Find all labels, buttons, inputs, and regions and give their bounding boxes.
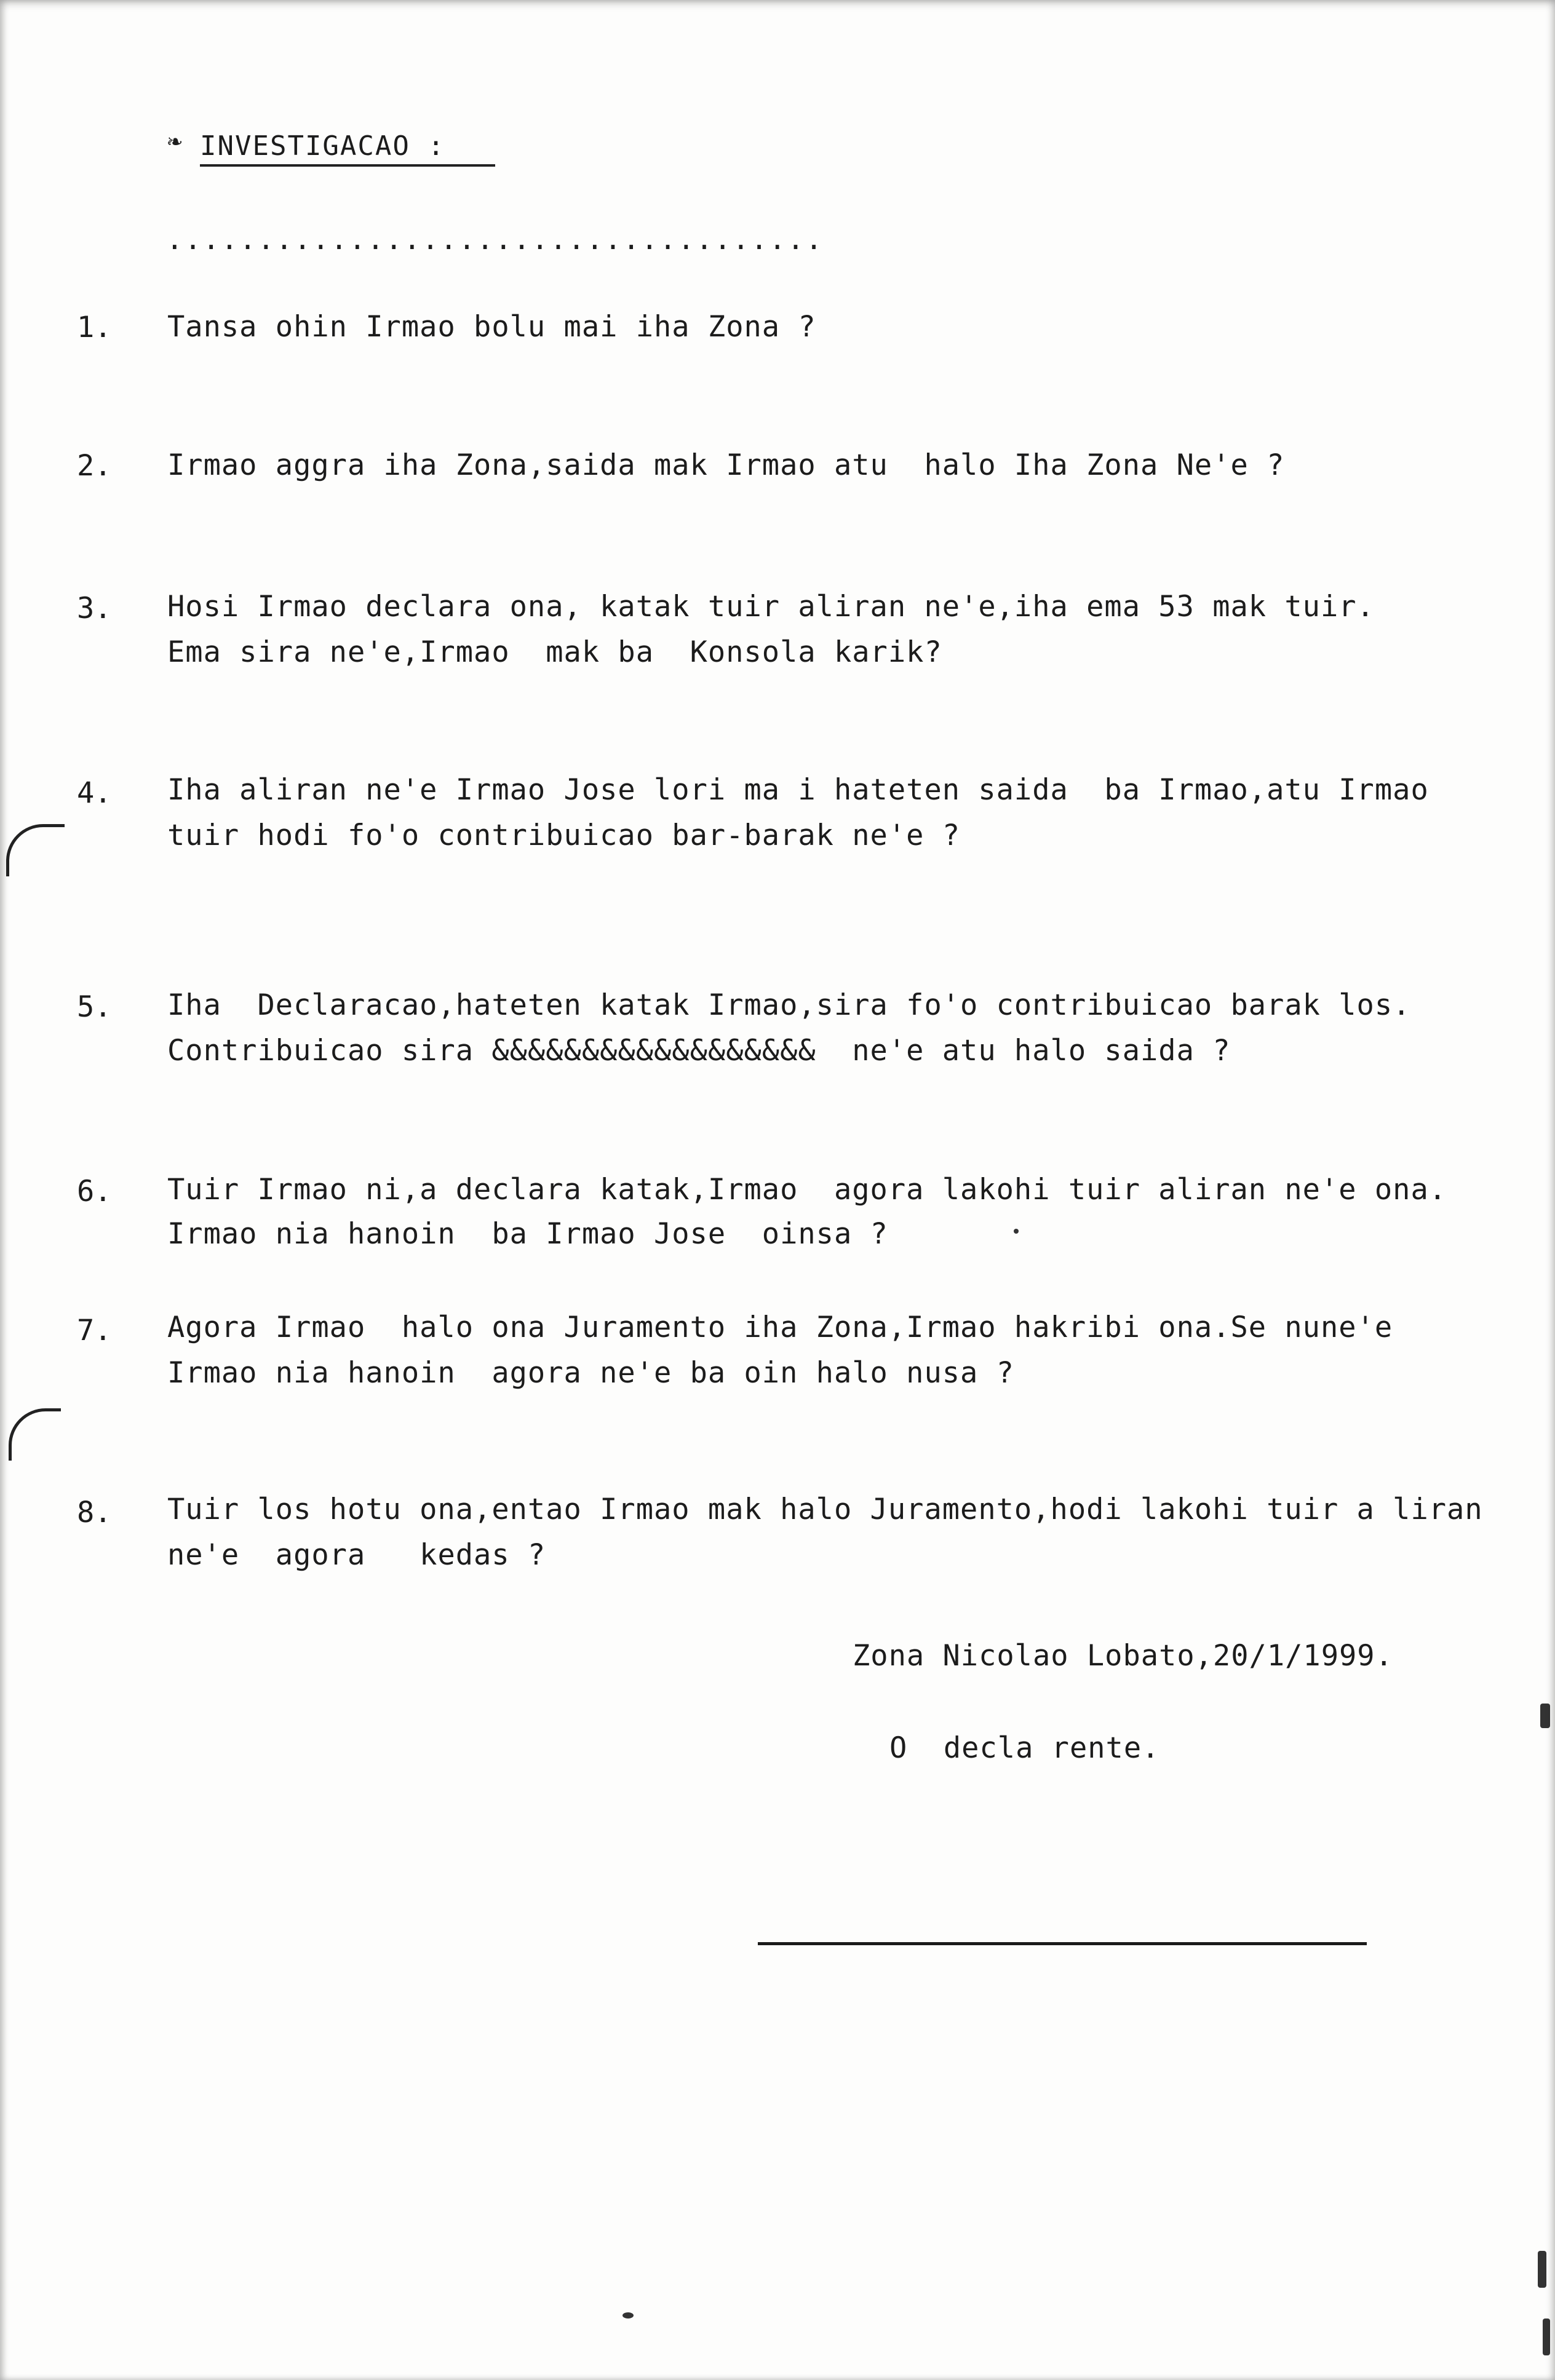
question-5-number: 5. (77, 990, 112, 1024)
question-3-line-2: Ema sira ne'e,Irmao mak ba Konsola karik? (167, 635, 942, 669)
question-6-line-2: Irmao nia hanoin ba Irmao Jose oinsa ? (167, 1217, 888, 1251)
signature-line (758, 1942, 1367, 1945)
question-4-line-1: Iha aliran ne'e Irmao Jose lori ma i hateten saida ba Irmao,atu Irmao (167, 773, 1429, 807)
document-heading: INVESTIGACAO : (200, 130, 495, 167)
question-2-line-1: Irmao aggra iha Zona,saida mak Irmao atu halo Iha Zona Ne'e ? (167, 448, 1285, 482)
question-6-number: 6. (77, 1175, 112, 1208)
question-8-line-1: Tuir los hotu ona,entao Irmao mak halo Juramento,hodi lakohi tuir a liran (167, 1493, 1483, 1526)
question-7-line-2: Irmao nia hanoin agora ne'e ba oin halo nusa ? (167, 1356, 1014, 1390)
question-4-line-2: tuir hodi fo'o contribuicao bar-barak ne'e ? (167, 819, 961, 852)
question-3-number: 3. (77, 592, 112, 625)
scan-speck (1540, 1704, 1550, 1728)
margin-check-mark (6, 824, 65, 876)
declarant-label: O decla rente. (889, 1731, 1160, 1765)
question-4-number: 4. (77, 776, 112, 810)
question-3-line-1: Hosi Irmao declara ona, katak tuir aliran ne'e,iha ema 53 mak tuir. (167, 590, 1375, 624)
scan-speck (1538, 2251, 1546, 2288)
question-8-number: 8. (77, 1496, 112, 1529)
question-1-line-1: Tansa ohin Irmao bolu mai iha Zona ? (167, 310, 816, 344)
scan-speck (1543, 2319, 1550, 2355)
question-7-line-1: Agora Irmao halo ona Juramento iha Zona,Irmao hakribi ona.Se nune'e (167, 1311, 1393, 1344)
scan-speck (1014, 1229, 1019, 1234)
dotted-separator: .................................... (166, 223, 824, 256)
scan-speck (622, 2312, 634, 2319)
question-6-line-1: Tuir Irmao ni,a declara katak,Irmao agora lakohi tuir aliran ne'e ona. (167, 1173, 1447, 1207)
question-5-line-1: Iha Declaracao,hateten katak Irmao,sira fo'o contribuicao barak los. (167, 988, 1411, 1022)
bullet-mark: ❧ (167, 127, 183, 155)
question-2-number: 2. (77, 449, 112, 483)
margin-check-mark (9, 1408, 61, 1461)
question-1-number: 1. (77, 311, 112, 344)
question-7-number: 7. (77, 1314, 112, 1347)
place-date: Zona Nicolao Lobato,20/1/1999. (853, 1639, 1393, 1673)
question-5-line-2: Contribuicao sira &&&&&&&&&&&&&&&&&& ne'e atu halo saida ? (167, 1034, 1231, 1068)
question-8-line-2: ne'e agora kedas ? (167, 1538, 546, 1572)
